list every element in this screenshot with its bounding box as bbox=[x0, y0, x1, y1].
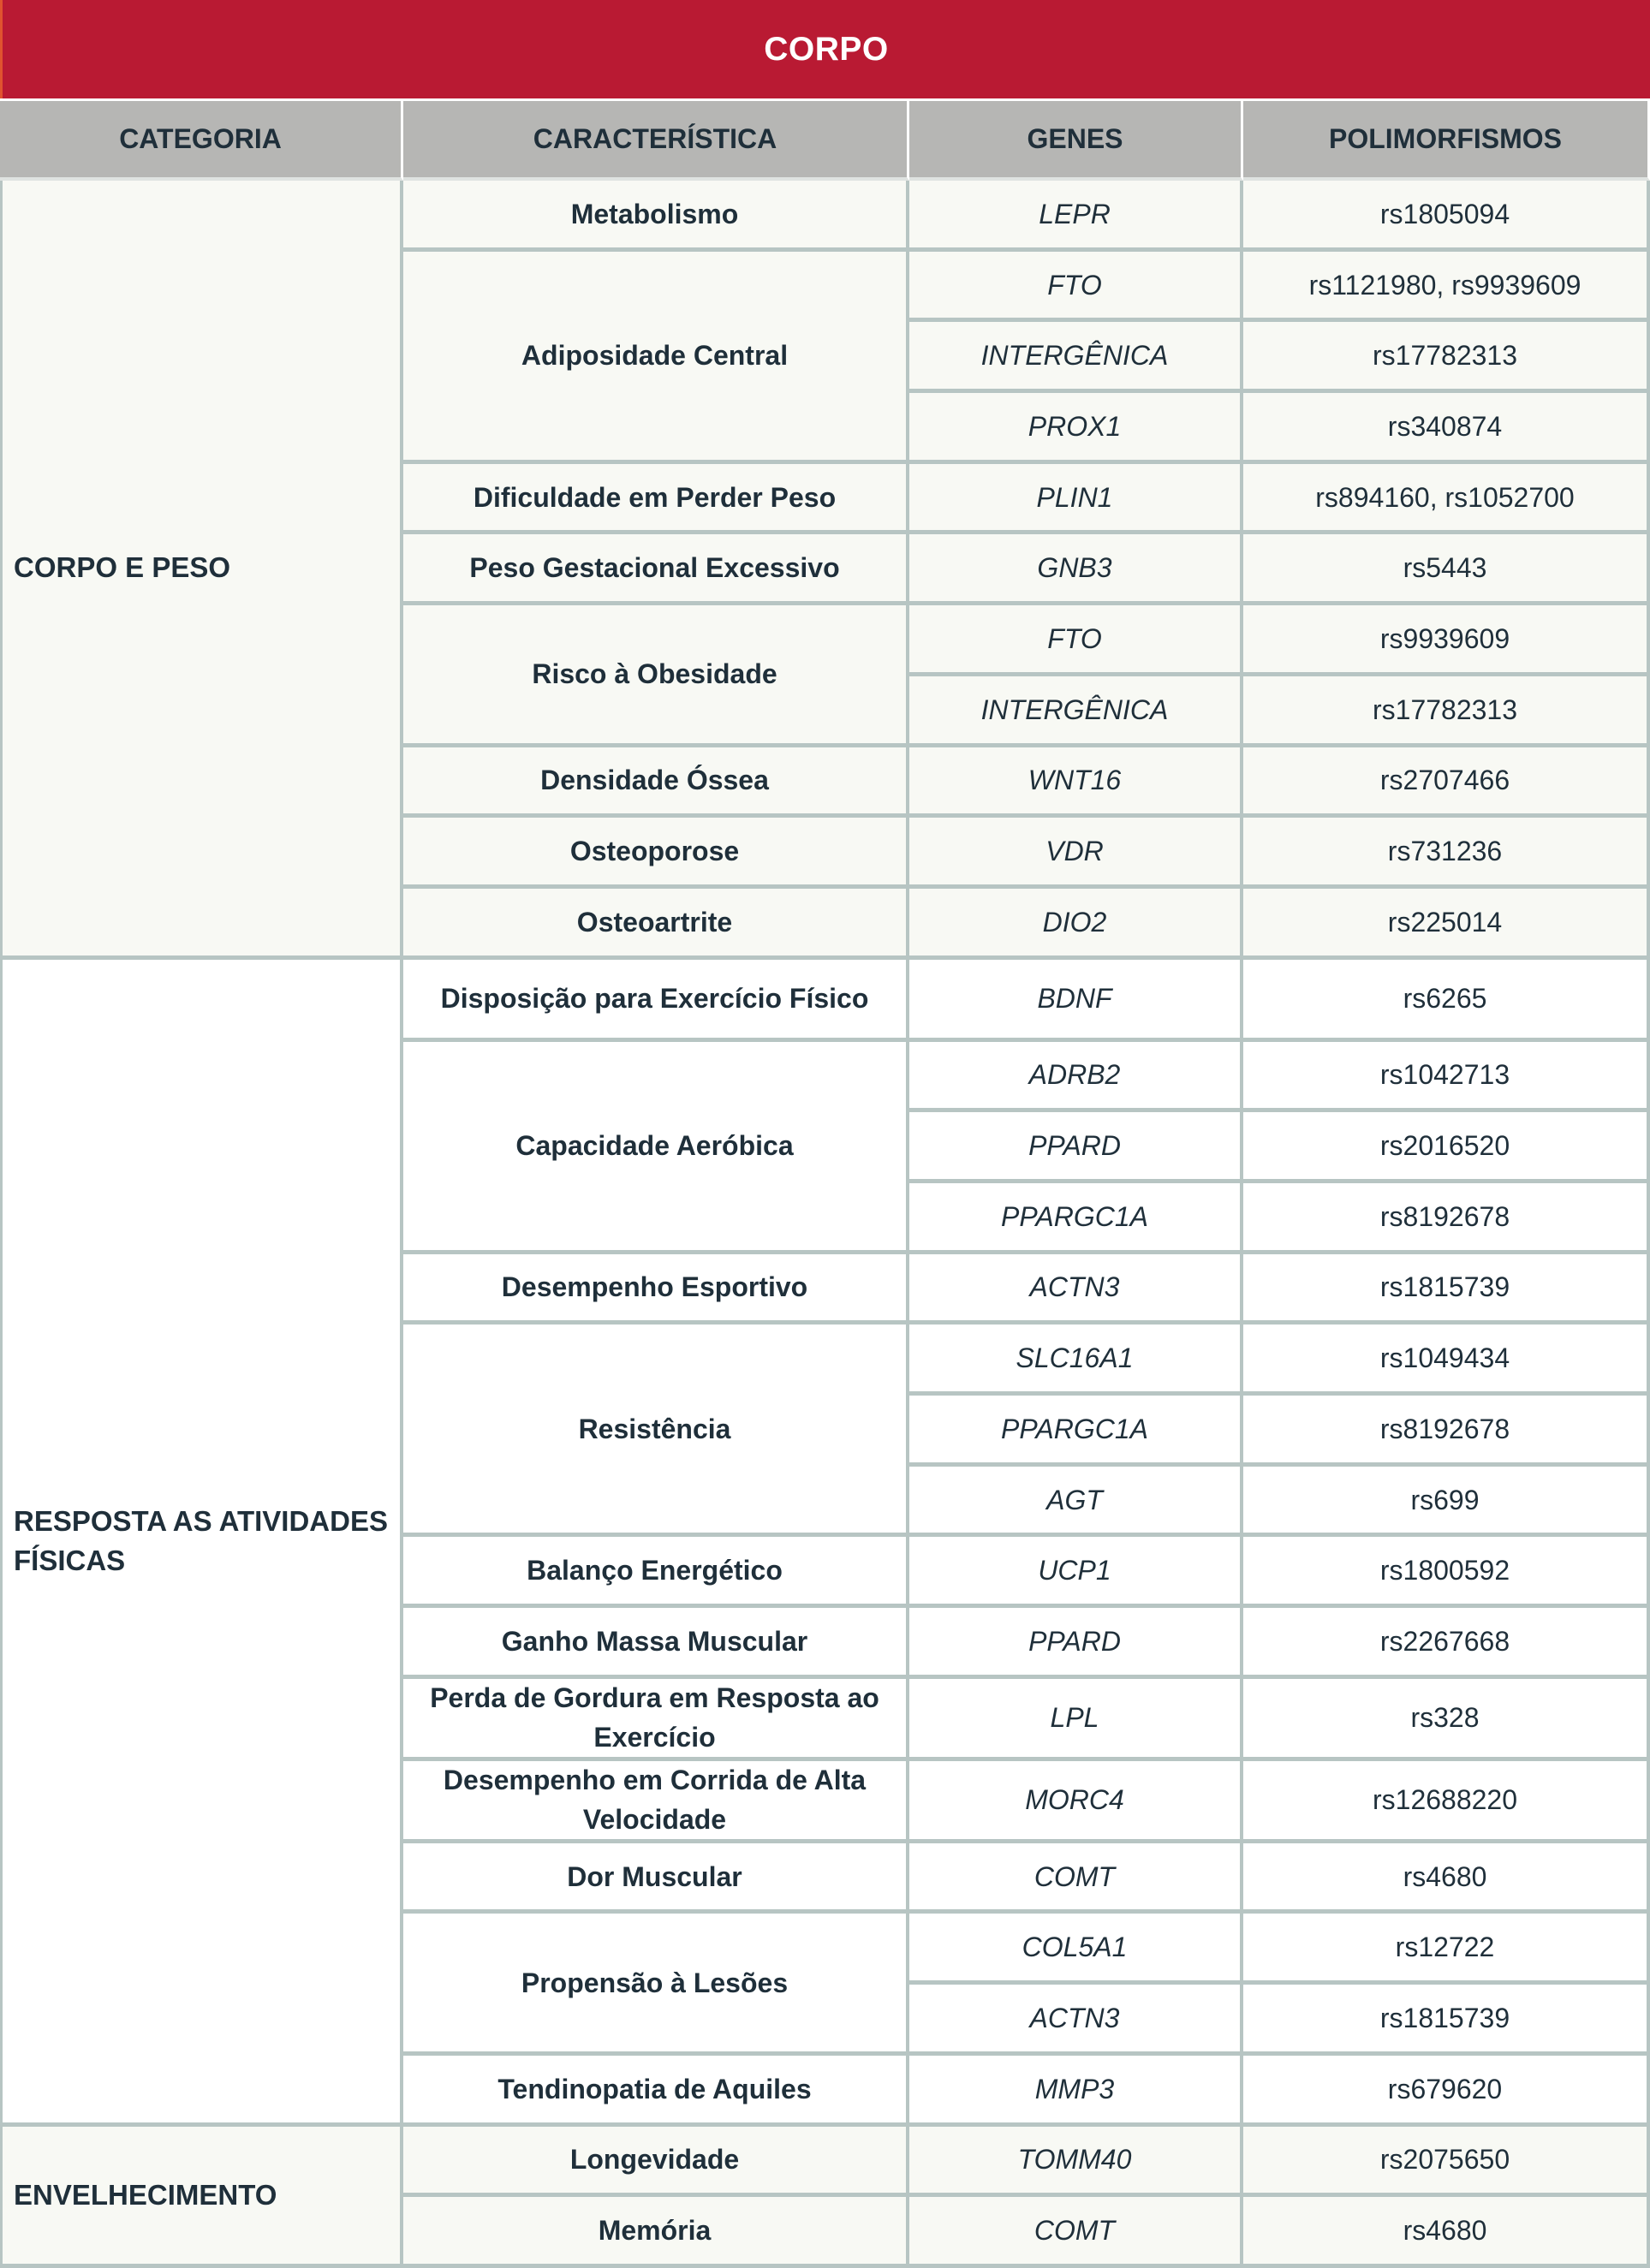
characteristic-cell: Longevidade bbox=[403, 2127, 909, 2198]
characteristic-cell: Desempenho em Corrida de Alta Velocidade bbox=[403, 1761, 909, 1843]
gene-cell: DIO2 bbox=[909, 889, 1243, 960]
gene-cell: COL5A1 bbox=[909, 1914, 1243, 1985]
genetics-table bbox=[0, 101, 1650, 2266]
characteristic-cell: Resistência bbox=[403, 1324, 909, 1537]
gene-cell: VDR bbox=[909, 818, 1243, 889]
polymorphism-cell: rs4680 bbox=[1243, 2197, 1650, 2268]
gene-cell: GNB3 bbox=[909, 534, 1243, 605]
polymorphism-cell: rs9939609 bbox=[1243, 605, 1650, 676]
gene-cell: PPARD bbox=[909, 1112, 1243, 1183]
gene-cell: INTERGÊNICA bbox=[909, 676, 1243, 747]
characteristic-cell: Adiposidade Central bbox=[403, 252, 909, 464]
polymorphism-cell: rs1042713 bbox=[1243, 1042, 1650, 1113]
polymorphism-cell: rs2075650 bbox=[1243, 2127, 1650, 2198]
polymorphism-cell: rs1815739 bbox=[1243, 1985, 1650, 2056]
gene-cell: MMP3 bbox=[909, 2056, 1243, 2127]
table-title: CORPO bbox=[764, 30, 889, 68]
polymorphism-cell: rs5443 bbox=[1243, 534, 1650, 605]
polymorphism-cell: rs6265 bbox=[1243, 960, 1650, 1042]
gene-cell: ACTN3 bbox=[909, 1985, 1243, 2056]
polymorphism-cell: rs2707466 bbox=[1243, 747, 1650, 819]
characteristic-cell: Ganho Massa Muscular bbox=[403, 1608, 909, 1679]
polymorphism-cell: rs12722 bbox=[1243, 1914, 1650, 1985]
polymorphism-cell: rs699 bbox=[1243, 1467, 1650, 1538]
characteristic-cell: Metabolismo bbox=[403, 181, 909, 252]
characteristic-cell: Risco à Obesidade bbox=[403, 605, 909, 747]
gene-cell: BDNF bbox=[909, 960, 1243, 1042]
polymorphism-cell: rs12688220 bbox=[1243, 1761, 1650, 1843]
gene-cell: TOMM40 bbox=[909, 2127, 1243, 2198]
gene-cell: PPARGC1A bbox=[909, 1183, 1243, 1254]
polymorphism-cell: rs1800592 bbox=[1243, 1537, 1650, 1608]
gene-cell: LEPR bbox=[909, 181, 1243, 252]
category-cell: RESPOSTA AS ATIVIDADES FÍSICAS bbox=[0, 960, 403, 2127]
characteristic-cell: Balanço Energético bbox=[403, 1537, 909, 1608]
characteristic-cell: Dor Muscular bbox=[403, 1843, 909, 1914]
characteristic-cell: Perda de Gordura em Resposta ao Exercício bbox=[403, 1679, 909, 1761]
gene-cell: PPARGC1A bbox=[909, 1396, 1243, 1467]
characteristic-cell: Dificuldade em Perder Peso bbox=[403, 464, 909, 535]
table-title-bar bbox=[0, 0, 1650, 98]
polymorphism-cell: rs340874 bbox=[1243, 393, 1650, 464]
polymorphism-cell: rs17782313 bbox=[1243, 676, 1650, 747]
polymorphism-cell: rs1805094 bbox=[1243, 181, 1650, 252]
polymorphism-cell: rs1815739 bbox=[1243, 1254, 1650, 1325]
polymorphism-cell: rs328 bbox=[1243, 1679, 1650, 1761]
gene-cell: ADRB2 bbox=[909, 1042, 1243, 1113]
gene-cell: UCP1 bbox=[909, 1537, 1243, 1608]
gene-cell: PROX1 bbox=[909, 393, 1243, 464]
characteristic-cell: Disposição para Exercício Físico bbox=[403, 960, 909, 1042]
characteristic-cell: Osteoartrite bbox=[403, 889, 909, 960]
gene-cell: COMT bbox=[909, 2197, 1243, 2268]
polymorphism-cell: rs679620 bbox=[1243, 2056, 1650, 2127]
gene-cell: SLC16A1 bbox=[909, 1324, 1243, 1396]
gene-cell: FTO bbox=[909, 252, 1243, 323]
gene-cell: MORC4 bbox=[909, 1761, 1243, 1843]
characteristic-cell: Desempenho Esportivo bbox=[403, 1254, 909, 1325]
category-cell: ENVELHECIMENTO bbox=[0, 2127, 403, 2268]
column-header-categoria: CATEGORIA bbox=[0, 101, 403, 181]
characteristic-cell: Propensão à Lesões bbox=[403, 1914, 909, 2055]
gene-cell: AGT bbox=[909, 1467, 1243, 1538]
polymorphism-cell: rs8192678 bbox=[1243, 1396, 1650, 1467]
polymorphism-cell: rs2267668 bbox=[1243, 1608, 1650, 1679]
gene-cell: LPL bbox=[909, 1679, 1243, 1761]
gene-cell: FTO bbox=[909, 605, 1243, 676]
column-header-polimorfismos: POLIMORFISMOS bbox=[1243, 101, 1650, 181]
polymorphism-cell: rs731236 bbox=[1243, 818, 1650, 889]
polymorphism-cell: rs4680 bbox=[1243, 1843, 1650, 1914]
column-header-genes: GENES bbox=[909, 101, 1243, 181]
polymorphism-cell: rs2016520 bbox=[1243, 1112, 1650, 1183]
polymorphism-cell: rs1121980, rs9939609 bbox=[1243, 252, 1650, 323]
gene-cell: PLIN1 bbox=[909, 464, 1243, 535]
characteristic-cell: Tendinopatia de Aquiles bbox=[403, 2056, 909, 2127]
characteristic-cell: Memória bbox=[403, 2197, 909, 2268]
polymorphism-cell: rs8192678 bbox=[1243, 1183, 1650, 1254]
polymorphism-cell: rs225014 bbox=[1243, 889, 1650, 960]
column-header-caracteristica: CARACTERÍSTICA bbox=[403, 101, 909, 181]
polymorphism-cell: rs17782313 bbox=[1243, 322, 1650, 393]
gene-cell: COMT bbox=[909, 1843, 1243, 1914]
characteristic-cell: Capacidade Aeróbica bbox=[403, 1042, 909, 1254]
category-cell: CORPO E PESO bbox=[0, 181, 403, 960]
polymorphism-cell: rs894160, rs1052700 bbox=[1243, 464, 1650, 535]
gene-cell: INTERGÊNICA bbox=[909, 322, 1243, 393]
characteristic-cell: Osteoporose bbox=[403, 818, 909, 889]
characteristic-cell: Peso Gestacional Excessivo bbox=[403, 534, 909, 605]
polymorphism-cell: rs1049434 bbox=[1243, 1324, 1650, 1396]
gene-cell: PPARD bbox=[909, 1608, 1243, 1679]
characteristic-cell: Densidade Óssea bbox=[403, 747, 909, 819]
gene-cell: WNT16 bbox=[909, 747, 1243, 819]
gene-cell: ACTN3 bbox=[909, 1254, 1243, 1325]
